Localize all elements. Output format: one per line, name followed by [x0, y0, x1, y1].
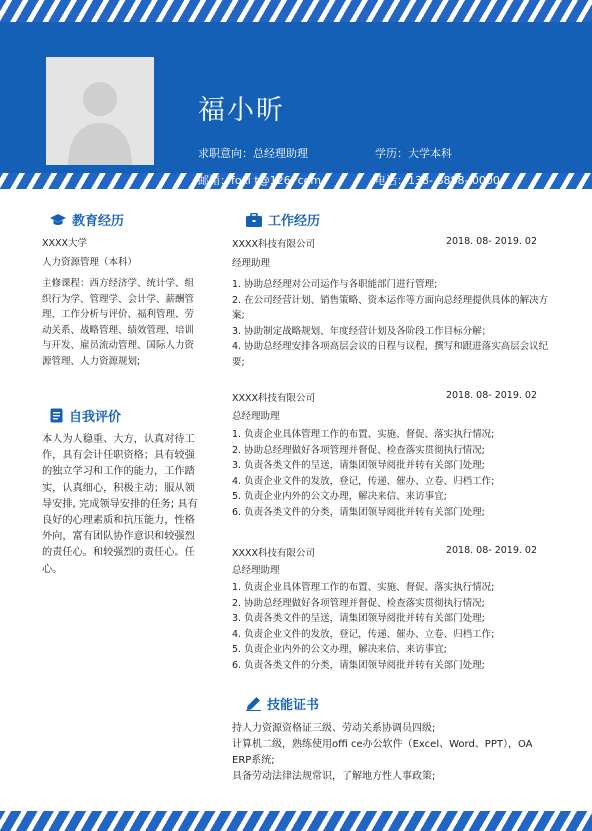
work-section-title	[246, 210, 320, 229]
duty-item: 1. 负责企业具体管理工作的布置、实施、督促、落实执行情况;	[232, 582, 495, 593]
duty-item: 4. 协助总经理安排各项高层会议的日程与议程，撰写和跟进落实高层会议纪要;	[232, 341, 549, 368]
duty-item: 2. 协助总经理做好各项管理并督促、检查落实贯彻执行情况;	[232, 444, 485, 456]
phone: 电话：138- 8888- 0000	[375, 174, 500, 187]
top-stripe-band	[0, 0, 592, 22]
work-title-text: 工作经历	[268, 214, 321, 229]
skills-title-text: 技能证书	[267, 698, 320, 713]
self-eval-text: 本人为人稳重、大方，认真对待工作，具有会计任职资格；具有较强的独立学习和工作的能力，工作踏实，认真细心，积极主动；服从领导安排, 完成领导安排的任务; 具有良好的心理素质和抗压能力，性格外向，富有团队协作意识和较强烈的责任心。和较强烈的责任心。任心。	[42, 434, 198, 575]
duty-item: 1. 负责企业具体管理工作的布置、实施、督促、落实执行情况;	[232, 429, 495, 440]
duty-item: 5. 负责企业内外的公文办理，解决来信、来访事宜;	[232, 644, 447, 655]
graduation-cap-icon	[50, 213, 66, 227]
education-courses: 主修课程：西方经济学、统计学、组织行为学、管理学、会计学、薪酬管理、工作分析与评价、福利管理、劳动关系、战略管理、绩效管理、培训与开发、雇员流动管理、国际人力资源管理、人力资源规划;	[42, 278, 195, 367]
skill-item: 持人力资源资格证三级、劳动关系协调员四级;	[232, 723, 436, 734]
job-position: 总经理助理	[232, 565, 280, 576]
job-duties	[232, 277, 550, 370]
person-silhouette-icon	[46, 57, 154, 165]
job-company: XXXX科技有限公司	[232, 548, 316, 559]
job-date: 2018. 08- 2019. 02	[445, 390, 537, 401]
job-duties	[232, 580, 550, 673]
duty-item: 6. 负责各类文件的分类，请集团领导阅批并转有关部门处理;	[232, 659, 485, 671]
job-company: XXXX科技有限公司	[232, 239, 316, 250]
duty-item: 2. 在公司经营计划、销售策略、资本运作等方面向总经理提供具体的解决方案;	[232, 294, 549, 321]
skill-item: 计算机二级，熟练使用offi ce办公软件（Excel、Word、PPT），OA ERP系统;	[232, 739, 533, 766]
document-icon	[50, 408, 63, 423]
resume-header	[0, 22, 592, 187]
job-duties	[232, 427, 550, 520]
duty-item: 3. 负责各类文件的呈送，请集团领导阅批并转有关部门处理;	[232, 460, 485, 471]
education-title-text: 教育经历	[72, 214, 125, 229]
job-intent: 求职意向：总经理助理	[198, 147, 308, 160]
candidate-name: 福小昕	[198, 95, 285, 126]
job-date: 2018. 08- 2019. 02	[445, 236, 537, 247]
education-section-title	[50, 210, 124, 229]
duty-item: 3. 协助制定战略规划、年度经营计划及各阶段工作目标分解；	[232, 325, 492, 337]
duty-item: 2. 协助总经理做好各项管理并督促、检查落实贯彻执行情况;	[232, 597, 485, 609]
skills-section-title	[246, 694, 319, 713]
job-position: 经理助理	[232, 258, 271, 269]
education-school: XXXX大学	[42, 238, 88, 249]
self-eval-title-text: 自我评价	[69, 410, 122, 425]
duty-item: 4. 负责企业文件的发放，登记，传递、催办、立卷、归档工作;	[232, 628, 495, 640]
education-level: 学历：大学本科	[375, 147, 452, 160]
pencil-icon	[246, 696, 261, 711]
job-company: XXXX科技有限公司	[232, 393, 316, 404]
duty-item: 6. 负责各类文件的分类，请集团领导阅批并转有关部门处理;	[232, 506, 485, 518]
bottom-stripe-band	[0, 811, 592, 831]
skills-list	[232, 721, 552, 785]
email: 邮箱：foxi t@126. com	[198, 174, 322, 187]
skill-item: 具备劳动法律法规常识，了解地方性人事政策;	[232, 771, 436, 782]
duty-item: 3. 负责各类文件的呈送，请集团领导阅批并转有关部门处理;	[232, 613, 485, 624]
job-position: 总经理助理	[232, 411, 280, 422]
education-major: 人力资源管理（本科）	[42, 257, 138, 268]
duty-item: 1. 协助总经理对公司运作与各职能部门进行管理;	[232, 279, 438, 290]
duty-item: 4. 负责企业文件的发放，登记，传递、催办、立卷、归档工作;	[232, 475, 495, 487]
briefcase-icon	[246, 213, 262, 227]
job-date: 2018. 08- 2019. 02	[445, 545, 537, 556]
self-eval-section-title	[50, 406, 121, 425]
avatar	[46, 57, 154, 165]
duty-item: 5. 负责企业内外的公文办理，解决来信、来访事宜;	[232, 491, 447, 502]
